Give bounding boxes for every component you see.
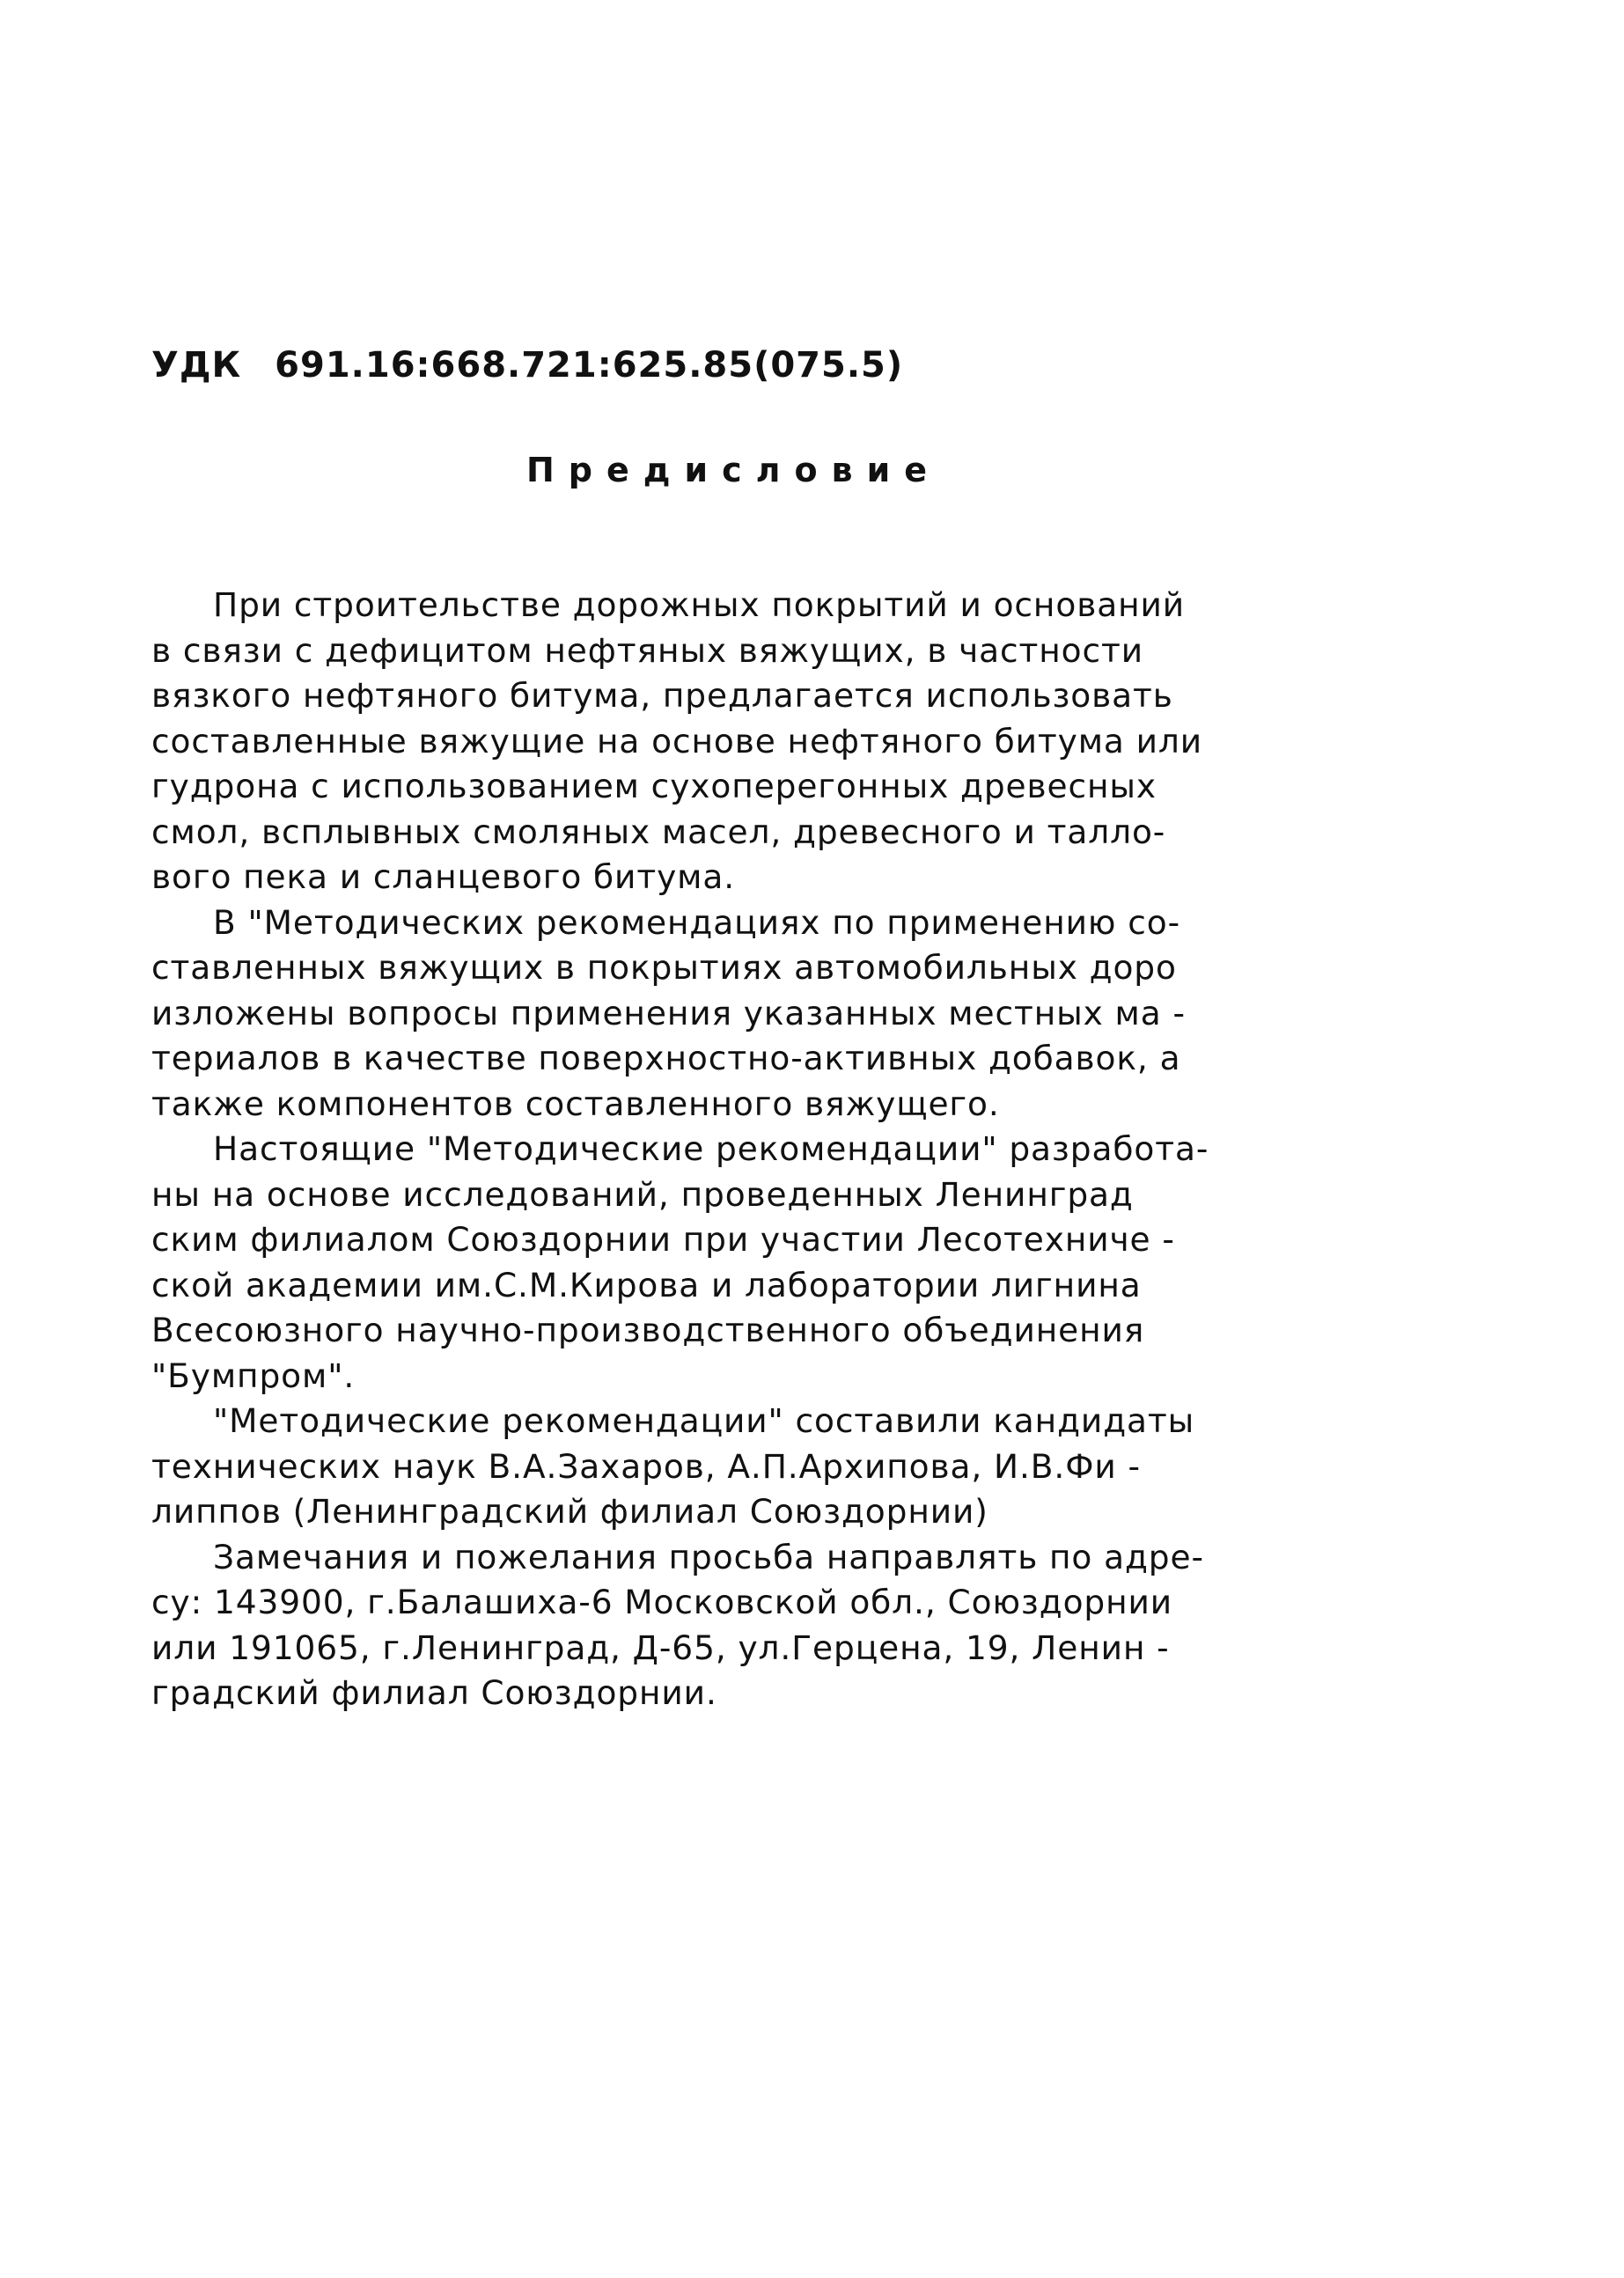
text-line: изложены вопросы применения указанных местных ма - — [151, 993, 1186, 1032]
udk-label: УДК — [151, 345, 242, 386]
paragraph-2 — [151, 900, 1322, 1128]
text-line: гудрона с использованием сухоперегонных древесных — [151, 767, 1157, 805]
paragraph-1 — [151, 583, 1322, 900]
text-line: составленные вяжущие на основе нефтяного битума или — [151, 721, 1203, 761]
text-line: смол, всплывных смоляных масел, древесного и талло- — [151, 812, 1166, 851]
preface-heading: Предисловие — [526, 451, 942, 489]
udk-line — [151, 345, 903, 386]
text-line: "Бумпром". — [151, 1356, 356, 1395]
text-line: ставленных вяжущих в покрытиях автомобильных доро — [151, 948, 1177, 987]
text-line: ны на основе исследований, проведенных Ленинград — [151, 1174, 1134, 1214]
text-line: вязкого нефтяного битума, предлагается использовать — [151, 676, 1173, 715]
text-line: Всесоюзного научно-производственного объединения — [151, 1311, 1145, 1349]
preface-body — [151, 583, 1322, 1716]
text-line: В "Методических рекомендациях по применению со- — [213, 902, 1181, 942]
paragraph-3 — [151, 1127, 1322, 1399]
text-line: ской академии им.С.М.Кирова и лаборатории лигнина — [151, 1265, 1142, 1304]
text-line: или 191065, г.Ленинград, Д-65, ул.Герцена, 19, Ленин - — [151, 1628, 1170, 1667]
paragraph-4 — [151, 1399, 1322, 1535]
paragraph-5 — [151, 1535, 1322, 1716]
text-line: ским филиалом Союздорнии при участии Лесотехниче - — [151, 1220, 1175, 1259]
text-line: технических наук В.А.Захаров, А.П.Архипова, И.В.Фи - — [151, 1446, 1141, 1486]
udk-code: 691.16:668.721:625.85(075.5) — [275, 345, 904, 386]
text-line: в связи с дефицитом нефтяных вяжущих, в частности — [151, 630, 1144, 670]
text-line: липпов (Ленинградский филиал Союздорнии) — [151, 1492, 988, 1531]
text-line: су: 143900, г.Балашиха-6 Московской обл., Союздорнии — [151, 1583, 1173, 1621]
text-line: градский филиал Союздорнии. — [151, 1673, 717, 1712]
text-line: При строительстве дорожных покрытий и оснований — [213, 585, 1186, 624]
text-line: териалов в качестве поверхностно-активных добавок, а — [151, 1039, 1181, 1077]
text-line: Настоящие "Методические рекомендации" разработа- — [213, 1129, 1209, 1168]
text-line: также компонентов составленного вяжущего. — [151, 1084, 1000, 1123]
text-line: вого пека и сланцевого битума. — [151, 857, 736, 896]
text-line: "Методические рекомендации" составили кандидаты — [213, 1401, 1195, 1440]
text-line: Замечания и пожелания просьба направлять по адре- — [213, 1537, 1204, 1576]
